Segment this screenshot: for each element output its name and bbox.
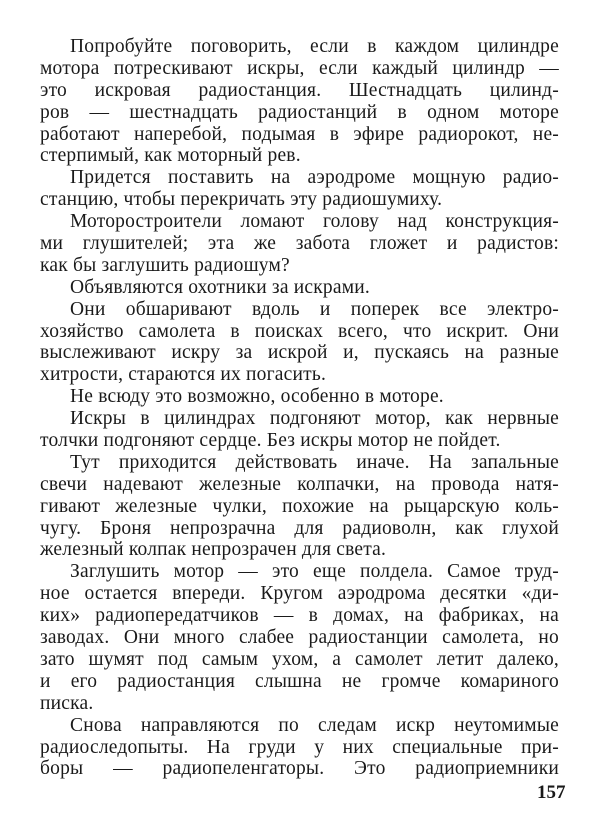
text-line: Снова направляются по следам искр неутомимые <box>70 714 559 736</box>
paragraph <box>40 167 559 211</box>
text-line: боры — радиопеленгаторы. Это радиоприемники <box>40 758 559 780</box>
text-line: свечи надевают железные колпачки, на провода натя- <box>40 473 559 495</box>
paragraph <box>40 715 559 781</box>
text-line: Они обшаривают вдоль и поперек все электро- <box>70 298 559 320</box>
text-line: Придется поставить на аэродроме мощную радио- <box>70 167 559 189</box>
text-line: радиоследопыты. На груди у них специальные при- <box>40 736 559 758</box>
text-line: заводах. Они много слабее радиостанции самолета, но <box>40 627 559 649</box>
text-line: стерпимый, как моторный рев. <box>40 145 301 167</box>
paragraph <box>40 452 559 561</box>
text-line: хозяйство самолета в поисках всего, что искрит. Они <box>40 320 559 342</box>
text-line: работают наперебой, подымая в эфире радиорокот, не- <box>40 123 559 145</box>
text-line: ких» радиопередатчиков — в домах, на фабриках, на <box>40 605 559 627</box>
paragraph <box>40 277 559 299</box>
text-line: гивают железные чулки, похожие на рыцарскую коль- <box>40 495 559 517</box>
paragraph <box>40 299 559 387</box>
paragraph <box>40 386 559 408</box>
page-number: 157 <box>537 782 566 803</box>
text-line: Попробуйте поговорить, если в каждом цилиндре <box>70 36 559 57</box>
text-line: выслеживают искру за искрой и, пускаясь на разные <box>40 342 559 364</box>
paragraph <box>40 561 559 714</box>
text-line: Искры в цилиндрах подгоняют мотор, как нервные <box>70 408 559 430</box>
text-line: и его радиостанция слышна не громче комариного <box>40 670 559 692</box>
text-line: Заглушить мотор — это еще полдела. Самое труд- <box>70 561 559 583</box>
text-line: толчки подгоняют сердце. Без искры мотор не пойдет. <box>40 430 501 452</box>
text-line: писка. <box>40 692 94 714</box>
paragraph <box>40 408 559 452</box>
text-line: Тут приходится действовать иначе. На запальные <box>70 451 559 473</box>
text-line: Моторостроители ломают голову над конструкция- <box>70 211 559 233</box>
paragraph <box>40 36 559 167</box>
text-line: это искровая радиостанция. Шестнадцать цилинд- <box>40 79 559 101</box>
page-body <box>40 36 559 780</box>
text-line: Объявляются охотники за искрами. <box>70 276 370 298</box>
text-line: мотора потрескивают искры, если каждый цилиндр — <box>40 57 559 79</box>
paragraph <box>40 211 559 277</box>
text-line: ми глушителей; эта же забота гложет и радистов: <box>40 233 559 255</box>
text-line: ров — шестнадцать радиостанций в одном моторе <box>40 101 559 123</box>
text-line: хитрости, стараются их погасить. <box>40 364 327 386</box>
text-line: зато шумят под самым ухом, а самолет летит далеко, <box>40 648 559 670</box>
text-line: Не всюду это возможно, особенно в моторе. <box>70 386 444 408</box>
text-line: как бы заглушить радиошум? <box>40 254 290 276</box>
text-line: ное остается впереди. Кругом аэродрома десятки «ди- <box>40 583 559 605</box>
text-line: станцию, чтобы перекричать эту радиошумиху. <box>40 189 443 211</box>
text-line: чугу. Броня непрозрачна для радиоволн, как глухой <box>40 517 559 539</box>
text-line: железный колпак непрозрачен для света. <box>40 539 387 561</box>
